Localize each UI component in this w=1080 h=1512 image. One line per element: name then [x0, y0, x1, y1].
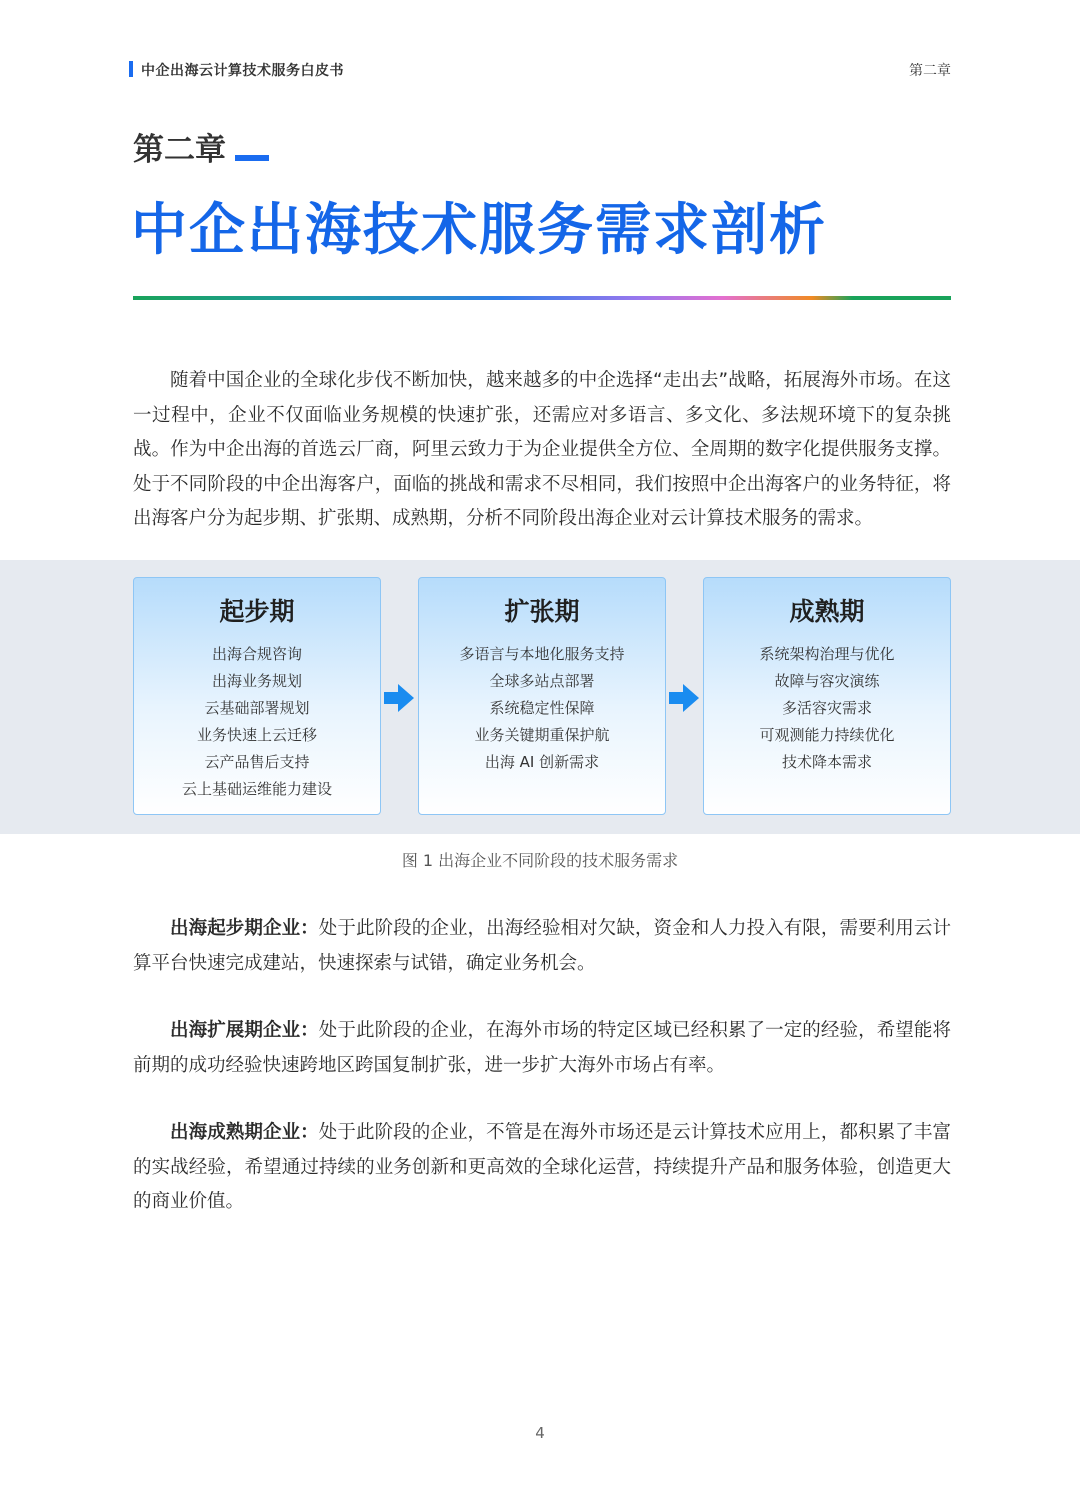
paragraph-text: 处于此阶段的企业，不管是在海外市场还是云计算技术应用上，都积累了丰富的实战经验，希望通过持续的业务创新和更高效的全球化运营，持续提升产品和服务体验，创造更大的商业价值。 — [133, 1122, 951, 1212]
stage-paragraph-mature — [133, 1116, 951, 1220]
stage-item: 故障与容灾演练 — [774, 672, 880, 690]
page-title: 中企出海技术服务需求剖析 — [131, 198, 827, 263]
intro-paragraph: 随着中国企业的全球化步伐不断加快，越来越多的中企选择“走出去”战略，拓展海外市场。在这一过程中，企业不仅面临业务规模的快速扩张，还需应对多语言、多文化、多法规环境下的复杂挑战。作为中企出海的首选云厂商，阿里云致力于为企业提供全方位、全周期的数字化提供服务支撑。处于不同阶段的中企出海客户，面临的挑战和需求不尽相同，我们按照中企出海客户的业务特征，将出海客户分为起步期、扩张期、成熟期，分析不同阶段出海企业对云计算技术服务的需求。 — [133, 370, 951, 529]
chapter-label: 第二章 — [133, 132, 226, 168]
stage-item: 业务快速上云迁移 — [196, 726, 317, 744]
stage-item: 出海业务规划 — [211, 672, 302, 690]
stage-item: 云产品售后支持 — [204, 753, 310, 771]
stage-title: 扩张期 — [504, 597, 580, 626]
stage-item: 云上基础运维能力建设 — [181, 780, 332, 798]
stage-paragraph-expansion — [133, 1014, 951, 1083]
stage-item: 多活容灾需求 — [781, 699, 872, 717]
stage-item: 出海 AI 创新需求 — [484, 753, 600, 771]
stage-card-expansion — [418, 577, 666, 815]
stage-item: 可观测能力持续优化 — [759, 726, 895, 744]
arrow-right-icon — [384, 683, 414, 713]
stage-paragraph-startup — [133, 912, 951, 981]
header-accent-bar — [129, 61, 133, 77]
stage-item: 业务关键期重保护航 — [474, 726, 610, 744]
stage-title: 成熟期 — [789, 597, 865, 626]
paragraph-lead: 出海起步期企业： — [170, 918, 319, 939]
stage-item: 多语言与本地化服务支持 — [459, 645, 625, 663]
document-title: 中企出海云计算技术服务白皮书 — [141, 63, 344, 79]
stage-item-list — [419, 641, 665, 776]
stage-item: 技术降本需求 — [781, 753, 872, 771]
stage-card-startup — [133, 577, 381, 815]
gradient-divider — [133, 296, 951, 300]
paragraph-text: 处于此阶段的企业，出海经验相对欠缺，资金和人力投入有限，需要利用云计算平台快速完成建站，快速探索与试错，确定业务机会。 — [133, 918, 951, 974]
paragraph-text: 处于此阶段的企业，在海外市场的特定区域已经积累了一定的经验，希望能将前期的成功经验快速跨地区跨国复制扩张，进一步扩大海外市场占有率。 — [133, 1020, 951, 1076]
stage-item-list — [134, 641, 380, 803]
page-number: 4 — [535, 1424, 545, 1442]
stage-item-list — [704, 641, 950, 776]
stage-item: 全球多站点部署 — [489, 672, 595, 690]
paragraph-lead: 出海扩展期企业： — [170, 1020, 319, 1041]
figure-caption: 图 1 出海企业不同阶段的技术服务需求 — [401, 851, 679, 870]
paragraph-lead: 出海成熟期企业： — [170, 1122, 319, 1143]
stage-title: 起步期 — [219, 597, 295, 626]
stage-item: 系统稳定性保障 — [489, 699, 595, 717]
chapter-underline — [235, 155, 269, 161]
header-chapter: 第二章 — [909, 63, 951, 79]
stage-item: 系统架构治理与优化 — [759, 645, 895, 663]
arrow-right-icon — [669, 683, 699, 713]
stage-card-mature — [703, 577, 951, 815]
stage-item: 出海合规咨询 — [211, 645, 302, 663]
stage-item: 云基础部署规划 — [204, 699, 310, 717]
